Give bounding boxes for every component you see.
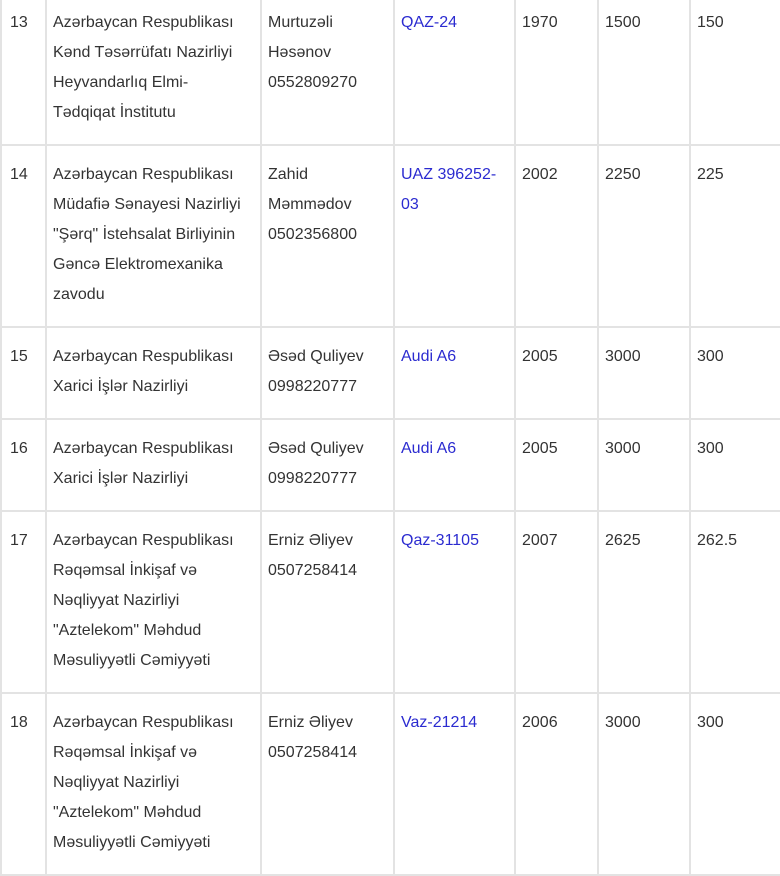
table-row [1,693,780,875]
vehicle-cell [394,0,515,145]
starting-price: 2625 [598,511,690,693]
table-row [1,327,780,419]
starting-price: 3000 [598,693,690,875]
contact-cell [261,0,394,145]
vehicle-year: 1970 [515,0,598,145]
deposit-amount: 150 [690,0,780,145]
vehicle-model-link[interactable]: Audi A6 [401,440,457,457]
vehicle-year: 2005 [515,327,598,419]
vehicle-model-link[interactable]: Vaz-21214 [401,714,478,731]
row-number: 16 [1,419,46,511]
contact-phone: 0507258414 [268,562,357,579]
table-row [1,511,780,693]
table-row [1,419,780,511]
deposit-amount: 225 [690,145,780,327]
vehicle-model-link[interactable]: UAZ 396252-03 [401,166,497,213]
contact-person: Əsəd Quliyev [268,348,364,365]
contact-cell [261,145,394,327]
starting-price: 2250 [598,145,690,327]
row-number: 15 [1,327,46,419]
vehicle-year: 2005 [515,419,598,511]
starting-price: 3000 [598,327,690,419]
contact-cell [261,693,394,875]
vehicle-cell [394,145,515,327]
vehicle-year: 2007 [515,511,598,693]
organization-name: Azərbaycan Respublikası Kənd Təsərrüfatı Nazirliyi Heyvandarlıq Elmi-Tədqiqat İnstitutu [46,0,261,145]
organization-name: Azərbaycan Respublikası Xarici İşlər Nazirliyi [46,327,261,419]
contact-phone: 0502356800 [268,226,357,243]
vehicle-cell [394,511,515,693]
deposit-amount: 300 [690,419,780,511]
contact-cell [261,419,394,511]
contact-phone: 0507258414 [268,744,357,761]
contact-phone: 0998220777 [268,470,357,487]
contact-person: Erniz Əliyev [268,532,353,549]
contact-cell [261,511,394,693]
vehicle-cell [394,693,515,875]
row-number: 14 [1,145,46,327]
table-row [1,145,780,327]
starting-price: 3000 [598,419,690,511]
contact-person: Murtuzəli Həsənov [268,14,333,61]
contact-person: Zahid Məmmədov [268,166,352,213]
deposit-amount: 300 [690,327,780,419]
vehicle-model-link[interactable]: Qaz-31105 [401,532,479,549]
starting-price: 1500 [598,0,690,145]
organization-name: Azərbaycan Respublikası Rəqəmsal İnkişaf və Nəqliyyat Nazirliyi "Aztelekom" Məhdud Məsuliyyətli Cəmiyyəti [46,693,261,875]
organization-name: Azərbaycan Respublikası Xarici İşlər Nazirliyi [46,419,261,511]
vehicle-model-link[interactable]: Audi A6 [401,348,457,365]
row-number: 13 [1,0,46,145]
contact-cell [261,327,394,419]
vehicle-year: 2006 [515,693,598,875]
deposit-amount: 262.5 [690,511,780,693]
contact-person: Əsəd Quliyev [268,440,364,457]
table-row [1,0,780,145]
vehicle-cell [394,327,515,419]
contact-phone: 0998220777 [268,378,357,395]
vehicle-year: 2002 [515,145,598,327]
contact-person: Erniz Əliyev [268,714,353,731]
row-number: 17 [1,511,46,693]
vehicle-model-link[interactable]: QAZ-24 [401,14,458,31]
contact-phone: 0552809270 [268,74,357,91]
organization-name: Azərbaycan Respublikası Müdafiə Sənayesi Nazirliyi "Şərq" İstehsalat Birliyinin Gəncə Elektromexanika zavodu [46,145,261,327]
organization-name: Azərbaycan Respublikası Rəqəmsal İnkişaf və Nəqliyyat Nazirliyi "Aztelekom" Məhdud Məsuliyyətli Cəmiyyəti [46,511,261,693]
row-number: 18 [1,693,46,875]
vehicle-cell [394,419,515,511]
deposit-amount: 300 [690,693,780,875]
